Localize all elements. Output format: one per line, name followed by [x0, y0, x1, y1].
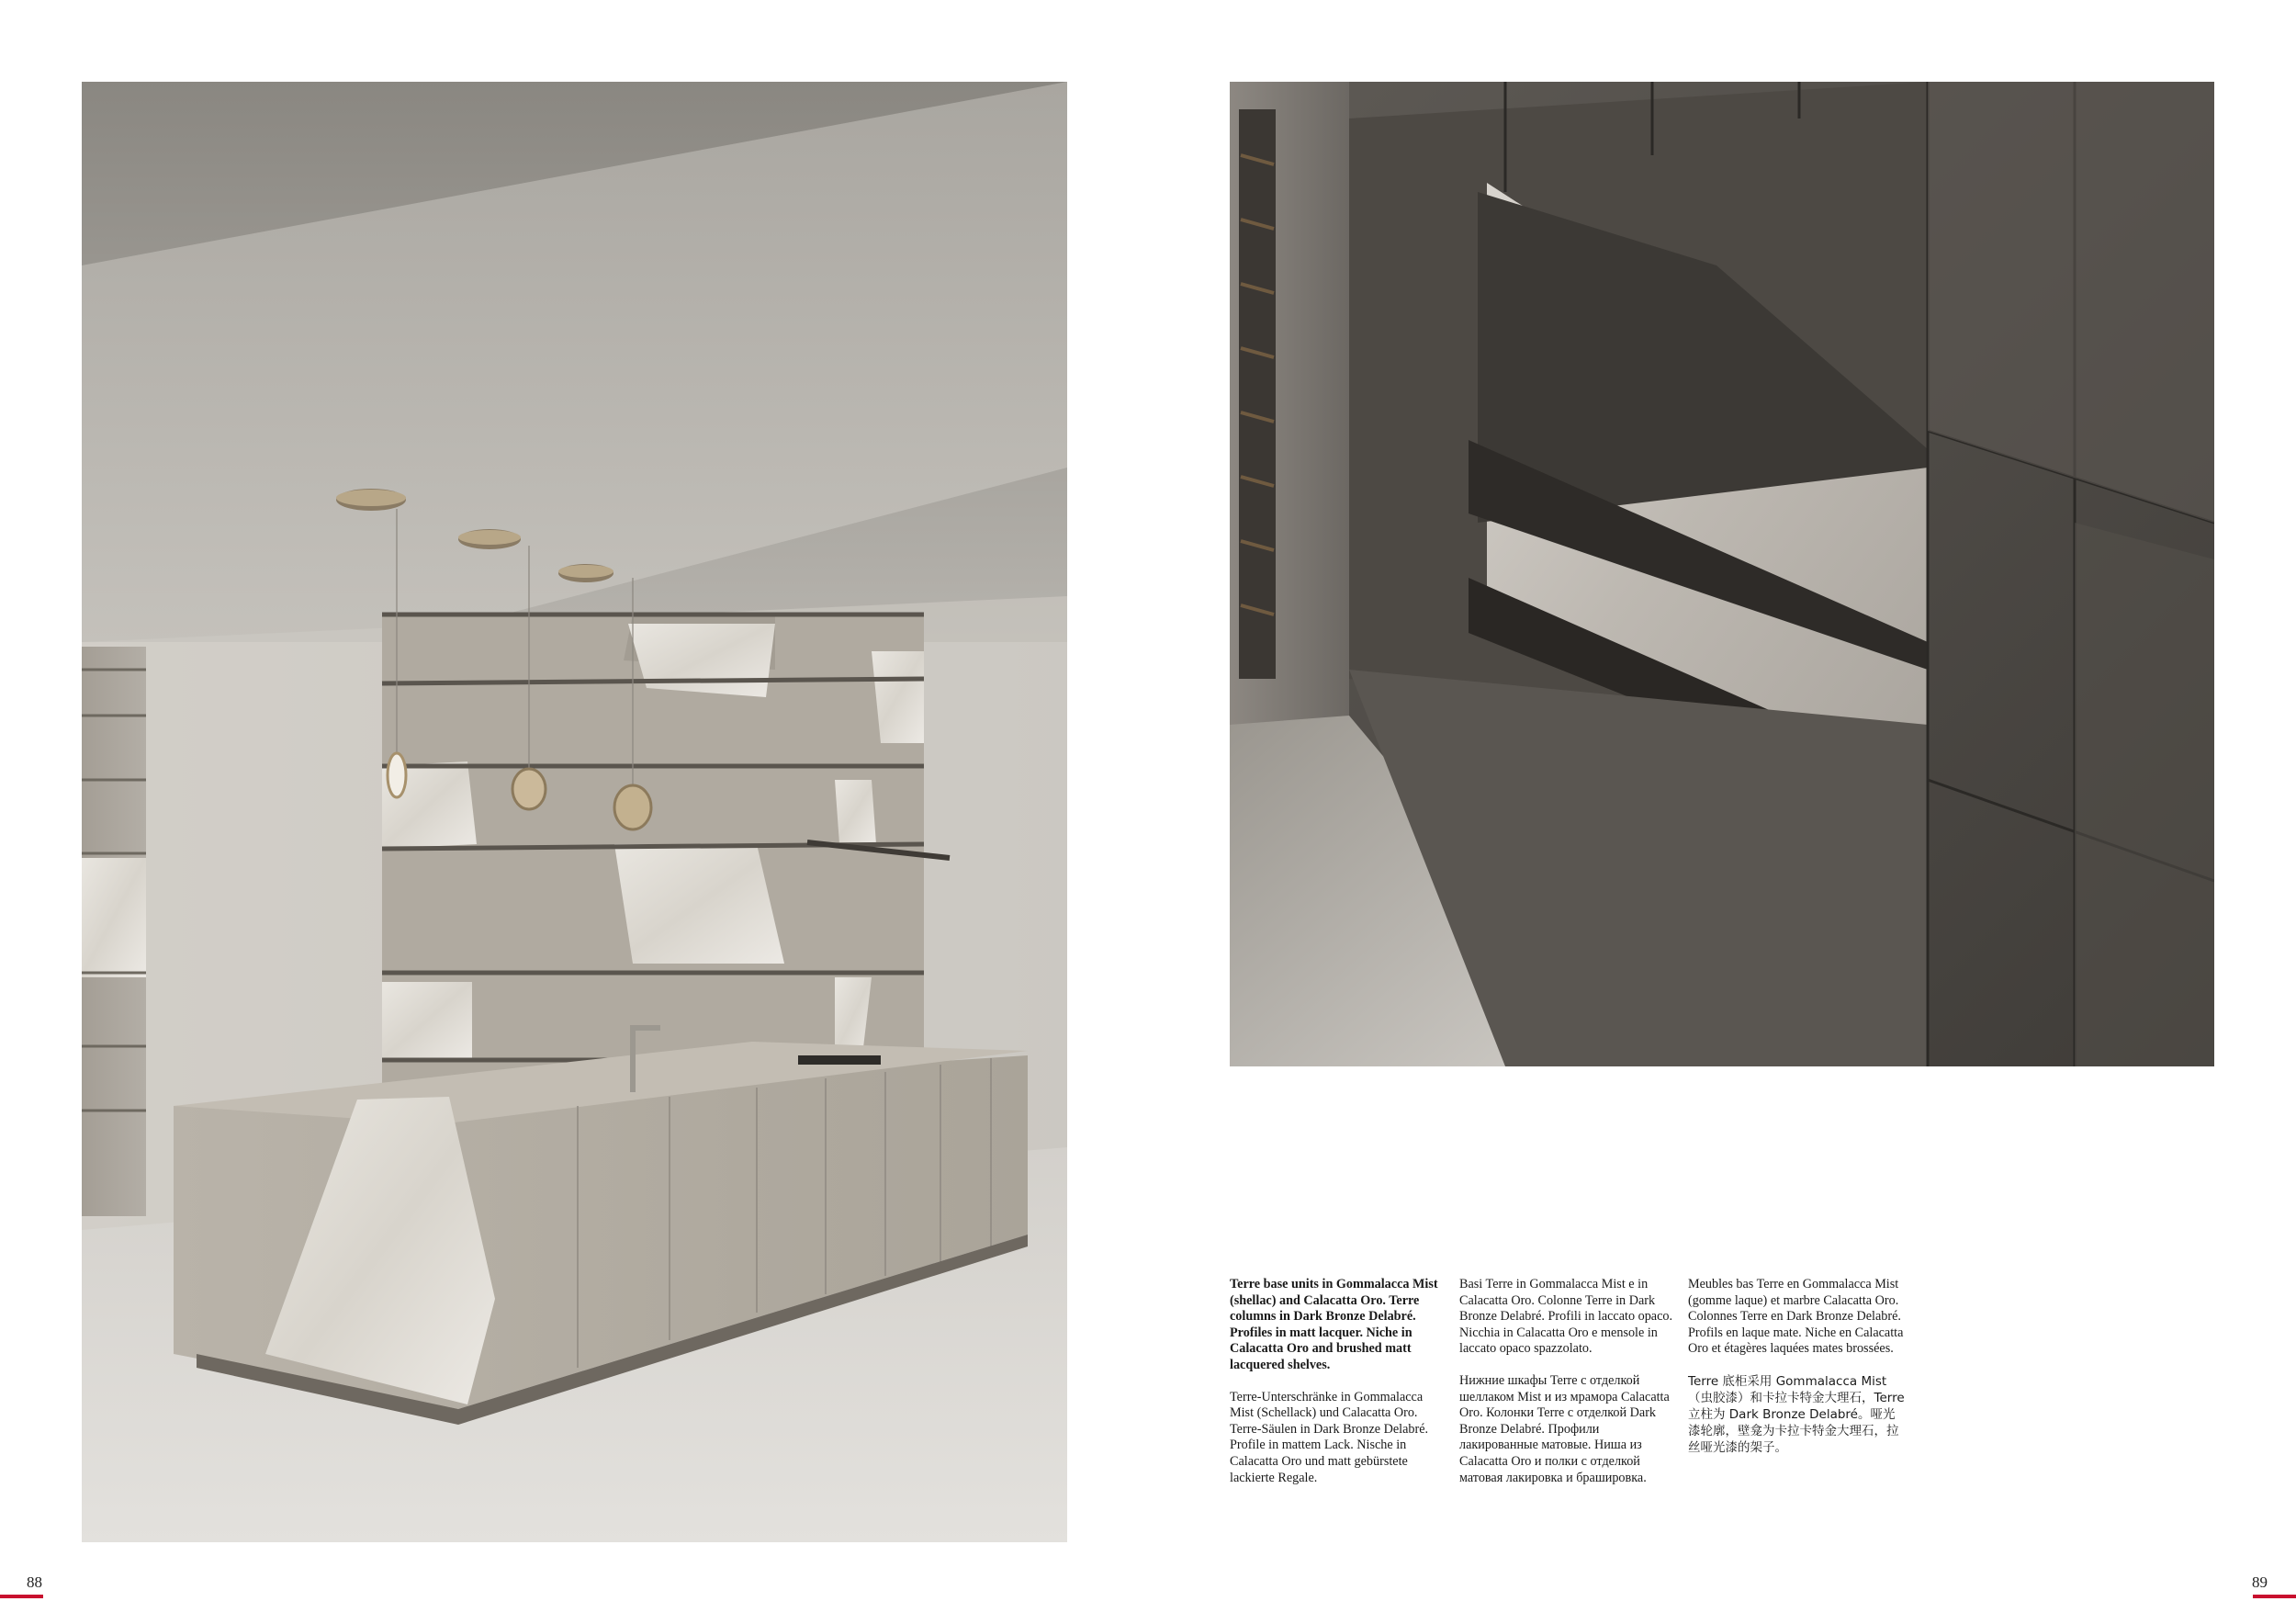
page-number-right: 89 — [2252, 1573, 2268, 1591]
niche-illustration — [1230, 82, 2214, 1066]
page-number-left: 88 — [27, 1573, 42, 1591]
caption-italian: Basi Terre in Gommalacca Mist e in Calacatta Oro. Colonne Terre in Dark Bronze Delabré. Profili in laccato opaco. Nicchia in Calacatta Oro e mensole in laccato opaco spazzolato. — [1459, 1277, 1673, 1357]
caption-column-2 — [1459, 1277, 1676, 1502]
caption-chinese: Terre 底柜采用 Gommalacca Mist（虫胶漆）和卡拉卡特金大理石，Terre 立柱为 Dark Bronze Delabré。哑光漆轮廓，壁龛为卡拉卡特金大理石，拉丝哑光漆的架子。 — [1688, 1373, 1905, 1455]
kitchen-island-photo — [82, 82, 1067, 1542]
kitchen-illustration — [82, 82, 1067, 1542]
page-number-left-rule — [0, 1595, 43, 1598]
caption-english: Terre base units in Gommalacca Mist (shellac) and Calacatta Oro. Terre columns in Dark Bronze Delabré. Profiles in matt lacquer. Niche in Calacatta Oro and brushed matt lacquered shelves. — [1230, 1277, 1438, 1372]
niche-shelves-photo — [1230, 82, 2214, 1066]
page-number-right-rule — [2253, 1595, 2296, 1598]
caption-russian: Нижние шкафы Terre с отделкой шеллаком Mist и из мрамора Calacatta Oro. Колонки Terre с отделкой Dark Bronze Delabré. Профили лакированные матовые. Ниша из Calacatta Oro и полки с отделкой матовая лакировка и браширoвка. — [1459, 1372, 1670, 1485]
caption-german: Terre-Unterschränke in Gommalacca Mist (Schellack) und Calacatta Oro. Terre-Säulen in Dark Bronze Delabré. Profile in mattem Lack. Nische in Calacatta Oro und matt gebürstete lackierte Regale. — [1230, 1389, 1429, 1485]
caption-block — [1230, 1277, 2222, 1543]
caption-column-3 — [1688, 1277, 1905, 1472]
caption-french: Meubles bas Terre en Gommalacca Mist (gomme laque) et marbre Calacatta Oro. Colonnes Terre en Dark Bronze Delabré. Profils en laque mate. Niche en Calacatta Oro et étagères laquées mates brossées. — [1688, 1277, 1904, 1357]
caption-column-1 — [1230, 1277, 1446, 1502]
